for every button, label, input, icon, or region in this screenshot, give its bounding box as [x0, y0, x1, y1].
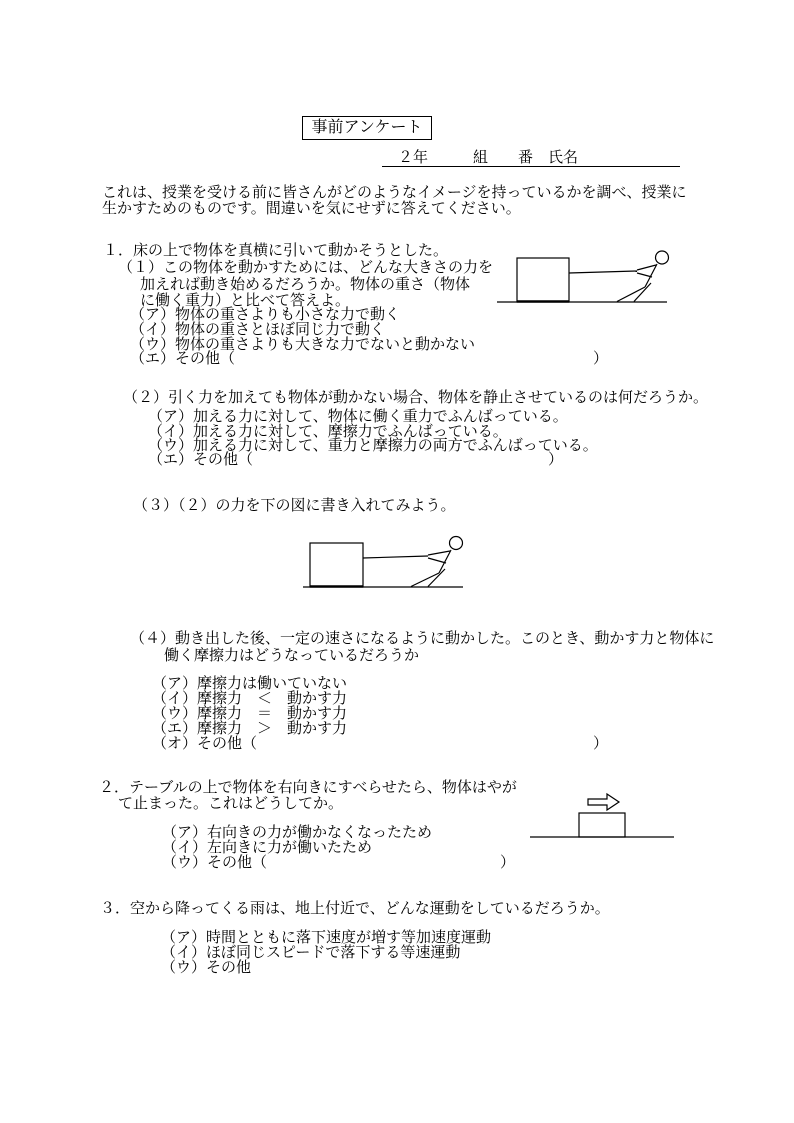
- person-leg-front: [634, 283, 651, 302]
- sliding-box-figure: [528, 790, 678, 840]
- q2-option-a: （ア）右向きの力が働かなくなったため: [162, 824, 433, 841]
- q1-4-option-e: （エ）摩擦力 ＞ 動かす力: [152, 720, 348, 737]
- q3-option-a: （ア）時間とともに落下速度が増す等加速度運動: [161, 929, 492, 946]
- q1-1-line2: 加えれば動き始めるだろうか。物体の重さ（物体: [140, 276, 471, 293]
- right-arrow-icon: [588, 794, 619, 810]
- q1-4-option-o-other: （オ）その他（: [152, 735, 258, 752]
- q1-1-option-u: （ウ）物体の重さよりも大きな力でないと動かない: [130, 336, 476, 353]
- q2-other-close-paren: ）: [500, 854, 516, 871]
- q1-4-option-a: （ア）摩擦力は働いていない: [152, 675, 348, 692]
- q2-option-i: （イ）左向きに力が働いたため: [162, 839, 373, 856]
- document-title-box: [302, 116, 432, 140]
- q1-1-line1: （１）この物体を動かすためには、どんな大きさの力を: [118, 259, 494, 276]
- q1-4-line2: 働く摩擦力はどうなっているだろうか: [164, 647, 420, 664]
- q1-2-option-a: （ア）加える力に対して、物体に働く重力でふんばっている。: [148, 408, 568, 425]
- person-head: [450, 537, 463, 550]
- q1-1-other-close-paren: ）: [593, 350, 609, 367]
- person-arm-upper: [637, 265, 656, 270]
- q1-1-option-a: （ア）物体の重さよりも小さな力で動く: [130, 306, 401, 323]
- box: [579, 813, 625, 837]
- q3-option-i: （イ）ほぼ同じスピードで落下する等速運動: [161, 944, 461, 961]
- q1-4-other-close-paren: ）: [593, 735, 609, 752]
- q1-4-option-i: （イ）摩擦力 ＜ 動かす力: [152, 690, 348, 707]
- q3-option-u: （ウ）その他: [161, 959, 252, 976]
- box: [517, 258, 569, 302]
- q1-2-option-e-other: （エ）その他（: [148, 451, 254, 468]
- rope-line: [363, 556, 428, 558]
- box-pulling-figure-1: [495, 244, 675, 306]
- intro-line-1: これは、授業を受ける前に皆さんがどのようなイメージを持っているかを調べ、授業に: [102, 184, 687, 201]
- box: [310, 543, 363, 587]
- q2-option-u-other: （ウ）その他（: [162, 854, 268, 871]
- box-pulling-figure-2: [298, 529, 476, 591]
- q1-1-option-i: （イ）物体の重さとほぼ同じ力で動く: [130, 321, 386, 338]
- q1-4-line1: （４）動き出した後、一定の速さになるように動かした。このとき、動かす力と物体に: [130, 630, 715, 647]
- q1-3-heading: （３）（２）の力を下の図に書き入れてみよう。: [133, 497, 456, 514]
- person-leg-front: [428, 569, 445, 587]
- q1-2-option-i: （イ）加える力に対して、摩擦力でふんばっている。: [148, 423, 508, 440]
- person-head: [656, 251, 669, 264]
- q2-line2: て止まった。これはどうしてか。: [118, 795, 344, 812]
- document-title: 事前アンケート: [311, 119, 423, 136]
- q1-1-option-e-other: （エ）その他（: [130, 350, 236, 367]
- intro-line-2: 生かすためのものです。間違いを気にせずに答えてください。: [102, 200, 521, 217]
- person-arm-lower: [637, 273, 652, 277]
- name-entry-label: ２年 組 番 氏名: [398, 149, 579, 166]
- person-arm-upper: [428, 551, 450, 555]
- q1-1-line3: に働く重力）と比べて答えよ。: [140, 292, 351, 309]
- q1-2-other-close-paren: ）: [548, 451, 564, 468]
- name-entry-line: [382, 149, 680, 167]
- q3-heading: ３．空から降ってくる雨は、地上付近で、どんな運動をしているだろうか。: [100, 900, 610, 917]
- q1-heading: １．床の上で物体を真横に引いて動かそうとした。: [103, 242, 449, 259]
- q1-4-option-u: （ウ）摩擦力 ＝ 動かす力: [152, 705, 348, 722]
- q2-line1: ２．テーブルの上で物体を右向きにすべらせたら、物体はやが: [99, 779, 517, 796]
- q1-2-heading: （２）引く力を加えても物体が動かない場合、物体を静止させているのは何だろうか。: [123, 389, 709, 406]
- person-arm-lower: [428, 558, 446, 563]
- rope-line: [569, 271, 637, 273]
- q1-2-option-u: （ウ）加える力に対して、重力と摩擦力の両方でふんばっている。: [148, 437, 598, 454]
